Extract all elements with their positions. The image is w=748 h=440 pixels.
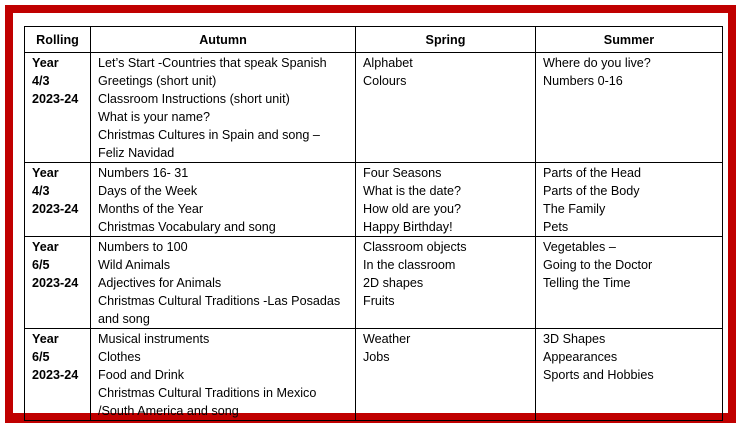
topic: Fruits [363,294,395,308]
topic: Numbers to 100 [98,240,188,254]
curriculum-table [24,26,723,421]
year-groups: 4/3 [32,74,50,88]
table-row [25,163,723,237]
autumn-cell [91,329,356,421]
header-row [25,27,723,53]
topic: Four Seasons [363,166,442,180]
topic: 2D shapes [363,276,424,290]
academic-year: 2023-24 [32,368,79,382]
summer-cell [536,237,723,329]
topic: Vegetables – [543,240,616,254]
academic-year: 2023-24 [32,92,79,106]
topic: How old are you? [363,202,462,216]
year-cell [25,237,91,329]
topic: In the classroom [363,258,456,272]
topic: Pets [543,220,569,234]
topic: Numbers 0-16 [543,74,623,88]
topic: Telling the Time [543,276,631,290]
year-cell [25,163,91,237]
header-spring: Spring [356,27,536,53]
table-row [25,53,723,163]
topic: Jobs [363,350,390,364]
topic: Colours [363,74,407,88]
year-label: Year [32,166,59,180]
table-row [25,237,723,329]
topic: What is the date? [363,184,462,198]
topic: Let’s Start -Countries that speak Spanish [98,56,327,70]
header-rolling: Rolling [25,27,91,53]
topic: Wild Animals [98,258,171,272]
topic: 3D Shapes [543,332,606,346]
autumn-cell [91,53,356,163]
topic: Appearances [543,350,618,364]
topic: Months of the Year [98,202,204,216]
topic: Musical instruments [98,332,210,346]
spring-cell [356,237,536,329]
topic: Going to the Doctor [543,258,653,272]
topic: What is your name? [98,110,210,124]
topic: Weather [363,332,411,346]
year-groups: 6/5 [32,350,50,364]
topic: Parts of the Body [543,184,640,198]
topic: Numbers 16- 31 [98,166,189,180]
year-label: Year [32,240,59,254]
topic: Classroom Instructions (short unit) [98,92,290,106]
topic: Days of the Week [98,184,198,198]
topic: Christmas Cultures in Spain and song – Feliz Navidad [98,128,320,160]
year-groups: 6/5 [32,258,50,272]
table-row [25,329,723,421]
academic-year: 2023-24 [32,276,79,290]
topic: Sports and Hobbies [543,368,654,382]
spring-cell [356,163,536,237]
topic: Greetings (short unit) [98,74,217,88]
spring-cell [356,53,536,163]
year-label: Year [32,332,59,346]
year-cell [25,329,91,421]
header-autumn: Autumn [91,27,356,53]
topic: Clothes [98,350,141,364]
autumn-cell [91,237,356,329]
topic: Alphabet [363,56,413,70]
topic: Classroom objects [363,240,467,254]
year-cell [25,53,91,163]
topic: Adjectives for Animals [98,276,222,290]
topic: Christmas Cultural Traditions in Mexico /South America and song [98,386,317,418]
header-summer: Summer [536,27,723,53]
topic: Happy Birthday! [363,220,453,234]
year-label: Year [32,56,59,70]
topic: Parts of the Head [543,166,642,180]
topic: Christmas Cultural Traditions -Las Posadas and song [98,294,341,326]
topic: Food and Drink [98,368,185,382]
summer-cell [536,163,723,237]
topic: Christmas Vocabulary and song [98,220,276,234]
year-groups: 4/3 [32,184,50,198]
summer-cell [536,53,723,163]
topic: Where do you live? [543,56,651,70]
summer-cell [536,329,723,421]
academic-year: 2023-24 [32,202,79,216]
topic: The Family [543,202,606,216]
autumn-cell [91,163,356,237]
spring-cell [356,329,536,421]
